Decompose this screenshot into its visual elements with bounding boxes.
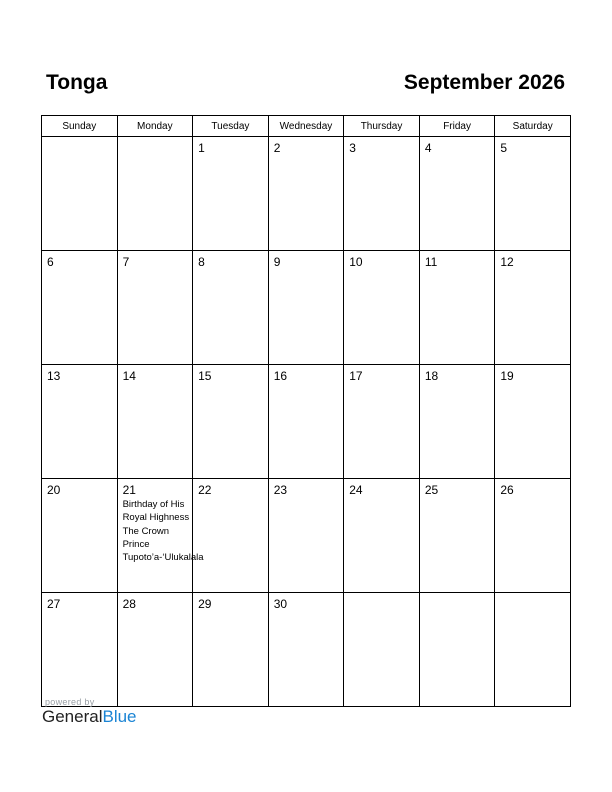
day-number: 9 bbox=[273, 255, 281, 269]
day-cell bbox=[117, 479, 204, 593]
day-cell bbox=[344, 137, 420, 251]
day-number: 16 bbox=[273, 369, 288, 383]
day-cell bbox=[268, 365, 344, 479]
weekday-friday: Friday bbox=[419, 116, 495, 137]
day-number: 20 bbox=[47, 483, 61, 497]
day-cell bbox=[419, 365, 495, 479]
day-number: 2 bbox=[273, 141, 281, 155]
week-row bbox=[42, 251, 571, 365]
week-row bbox=[42, 593, 571, 707]
day-number: 13 bbox=[47, 369, 61, 383]
day-number: 6 bbox=[47, 255, 54, 269]
day-cell bbox=[495, 251, 571, 365]
day-cell bbox=[495, 593, 571, 707]
day-cell bbox=[42, 365, 118, 479]
calendar-grid bbox=[41, 115, 571, 707]
month-title: September 2026 bbox=[403, 71, 565, 94]
powered-by-label: powered by bbox=[45, 697, 95, 707]
day-number: 15 bbox=[198, 369, 212, 383]
day-number: 10 bbox=[349, 255, 363, 269]
day-cell bbox=[193, 593, 269, 707]
day-number: 24 bbox=[349, 483, 363, 497]
country-title: Tonga bbox=[46, 71, 108, 94]
day-number: 4 bbox=[424, 141, 432, 155]
day-cell bbox=[419, 251, 495, 365]
week-row bbox=[42, 137, 571, 251]
week-row bbox=[42, 479, 571, 593]
weekday-sunday: Sunday bbox=[42, 116, 118, 137]
day-cell bbox=[42, 137, 118, 251]
day-cell bbox=[268, 137, 344, 251]
logo-text-general: General bbox=[42, 707, 103, 726]
generalblue-logo[interactable] bbox=[42, 707, 137, 727]
day-cell bbox=[117, 593, 193, 707]
day-number: 5 bbox=[500, 141, 508, 155]
weekday-thursday: Thursday bbox=[344, 116, 420, 137]
day-number: 25 bbox=[424, 483, 439, 497]
day-number: 12 bbox=[500, 255, 514, 269]
weekday-saturday: Saturday bbox=[495, 116, 571, 137]
day-cell bbox=[495, 365, 571, 479]
day-cell bbox=[193, 137, 269, 251]
day-number: 29 bbox=[198, 597, 212, 611]
day-cell bbox=[193, 251, 269, 365]
day-number: 28 bbox=[122, 597, 136, 611]
day-cell bbox=[42, 479, 118, 593]
holiday-event: Birthday of His Royal Highness The Crown Prince Tupoto’a-‘Ulukalala bbox=[122, 499, 204, 564]
day-number: 26 bbox=[500, 483, 514, 497]
day-number: 8 bbox=[198, 255, 205, 269]
day-number: 22 bbox=[198, 483, 212, 497]
week-row bbox=[42, 365, 571, 479]
day-cell bbox=[117, 365, 193, 479]
day-cell bbox=[193, 479, 269, 593]
day-cell bbox=[344, 593, 420, 707]
day-cell bbox=[42, 251, 118, 365]
day-number: 14 bbox=[122, 369, 136, 383]
day-cell bbox=[495, 479, 571, 593]
day-cell bbox=[117, 137, 193, 251]
day-number: 17 bbox=[349, 369, 363, 383]
day-cell bbox=[268, 479, 344, 593]
day-number: 27 bbox=[47, 597, 61, 611]
day-number: 23 bbox=[273, 483, 288, 497]
day-cell bbox=[193, 365, 269, 479]
logo-text-blue: Blue bbox=[102, 707, 137, 726]
day-cell bbox=[344, 365, 420, 479]
day-cell bbox=[419, 593, 495, 707]
day-cell bbox=[344, 479, 420, 593]
day-cell bbox=[268, 593, 344, 707]
day-cell bbox=[344, 251, 420, 365]
day-cell bbox=[117, 251, 193, 365]
day-number: 3 bbox=[349, 141, 356, 155]
weekday-monday: Monday bbox=[117, 116, 193, 137]
day-cell bbox=[419, 479, 495, 593]
day-cell bbox=[268, 251, 344, 365]
day-cell bbox=[419, 137, 495, 251]
day-cell bbox=[495, 137, 571, 251]
weekday-wednesday: Wednesday bbox=[268, 116, 344, 137]
day-number: 11 bbox=[424, 255, 438, 269]
weekday-tuesday: Tuesday bbox=[193, 116, 269, 137]
day-number: 30 bbox=[273, 597, 288, 611]
day-number: 21 bbox=[122, 483, 136, 497]
day-number: 1 bbox=[198, 141, 205, 155]
day-number: 19 bbox=[500, 369, 514, 383]
day-cell bbox=[42, 593, 118, 707]
weekday-header-row bbox=[42, 116, 571, 137]
day-number: 7 bbox=[122, 255, 130, 269]
day-number: 18 bbox=[424, 369, 439, 383]
